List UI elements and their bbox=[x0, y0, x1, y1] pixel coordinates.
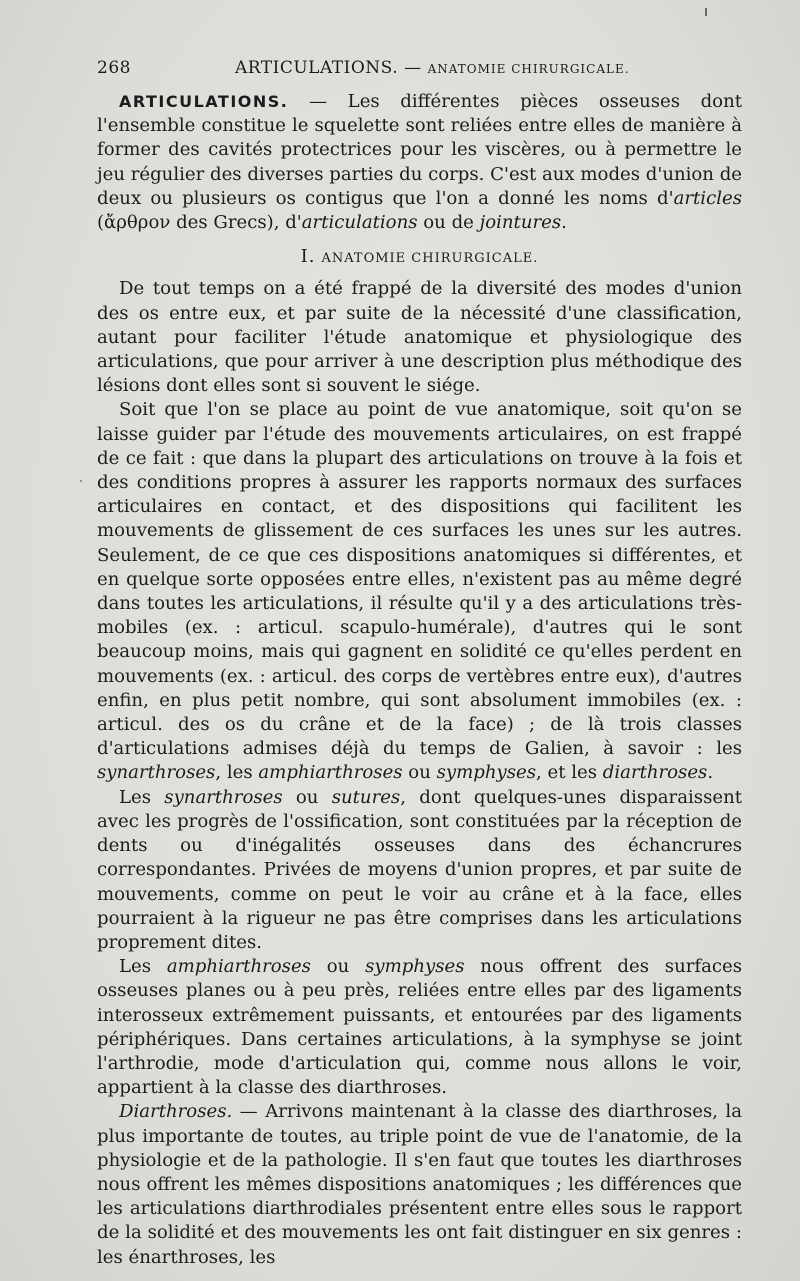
term-symphyses: symphyses bbox=[436, 762, 537, 784]
term-synarthroses: synarthroses bbox=[97, 762, 216, 784]
term-articles: articles bbox=[673, 187, 742, 209]
term-diarthroses: diarthroses bbox=[602, 762, 708, 784]
term-amphiarthroses: amphiarthroses bbox=[258, 762, 403, 784]
running-dash: — bbox=[404, 58, 422, 78]
running-head bbox=[235, 58, 630, 78]
paragraph-4: Les amphiarthroses ou symphyses nous offrent des surfaces osseuses planes ou à peu près, reliées entre elles par des ligaments interosseux extrêmement puissants, et entourées par des ligaments périphériques. Dans certaines articulations, à la symphyse se joint l'arthrodie, mode d'articulation qui, comme nous allons le voir, appartient à la classe des diarthroses. bbox=[97, 956, 742, 1099]
page-number: 268 bbox=[97, 58, 131, 78]
section-title: ANATOMIE CHIRURGICALE. bbox=[321, 251, 539, 267]
paragraph-1: De tout temps on a été frappé de la diversité des modes d'union des os entre eux, et par suite de la nécessité d'une classification, autant pour faciliter l'étude anatomique et physiologique des articulations, que pour arriver à une description plus méthodique des lésions dont elles sont si souvent le siége. bbox=[97, 278, 742, 397]
paragraph-5: Diarthroses. — Arrivons maintenant à la classe des diarthroses, la plus importante de toutes, au triple point de vue de l'anatomie, de la physiologie et de la pathologie. Il s'en faut que toutes les diarthroses nous offrent les mêmes dispositions anatomiques ; les différences que les articulations diarthrodiales présentent entre elles sous le rapport de la solidité et des mouvements les ont fait distinguer en six genres : les énarthroses, les bbox=[97, 1101, 742, 1268]
paragraph-3: Les synarthroses ou sutures, dont quelques-unes disparaissent avec les progrès de l'ossification, sont constituées par la réception de dents ou d'inégalités osseuses dans des échancrures correspondantes. Privées de moyens d'union propres, et par suite de mouvements, comme on peut le voir au crâne et à la face, elles pourraient à la rigueur ne pas être comprises dans les articulations proprement dites. bbox=[97, 786, 742, 953]
section-number: I. bbox=[300, 246, 316, 268]
term-symphyses-2: symphyses bbox=[365, 956, 465, 978]
subheading-diarthroses: Diarthroses. bbox=[119, 1101, 233, 1123]
page-header bbox=[97, 58, 742, 84]
running-title: ARTICULATIONS. bbox=[235, 58, 399, 78]
term-amphiarthroses-2: amphiarthroses bbox=[166, 956, 311, 978]
intro-paragraph: ARTICULATIONS. — Les différentes pièces osseuses dont l'ensemble constitue le squelette sont reliées entre elles de manière à former des cavités protectrices pour les viscères, ou à permettre le jeu régulier des diverses parties du corps. C'est aux modes d'union de deux ou plusieurs os contigus que l'on a donné les noms d'articles (ἄρθρον des Grecs), d'articulations ou de jointures. bbox=[97, 91, 743, 234]
term-sutures: sutures bbox=[331, 786, 401, 808]
pencil-mark bbox=[705, 8, 707, 16]
paper-speck bbox=[80, 480, 82, 482]
entry-heading: ARTICULATIONS. bbox=[119, 92, 289, 111]
running-subtitle: ANATOMIE CHIRURGICALE. bbox=[427, 62, 630, 76]
paragraph-2: Soit que l'on se place au point de vue anatomique, soit qu'on se laisse guider par l'étude des mouvements articulaires, on est frappé de ce fait : que dans la plupart des articulations on trouve à la fois et des conditions propres à assurer les rapports normaux des surfaces articulaires en contact, et des dispositions qui facilitent les mouvements de glissement de ces surfaces les unes sur les autres. Seulement, de ce que ces dispositions anatomiques si différentes, et en quelque sorte opposées entre elles, n'existent pas au même degré dans toutes les articulations, il résulte qu'il y a des articulations très-mobiles (ex. : articul. scapulo-humérale), d'autres qui le sont beaucoup moins, mais qui gagnent en solidité ce qu'elles perdent en mouvements (ex. : articul. des corps de vertèbres entre eux), d'autres enfin, en plus petit nombre, qui sont absolument immobiles (ex. : articul. des os du crâne et de la face) ; de là trois classes d'articulations admises déjà du temps de Galien, à savoir : les synarthroses, les amphiarthroses ou symphyses, et les diarthroses. bbox=[97, 399, 742, 784]
term-jointures: jointures bbox=[479, 212, 562, 234]
section-heading bbox=[97, 245, 742, 271]
term-articulations: articulations bbox=[301, 212, 418, 234]
page-body bbox=[97, 90, 742, 1270]
term-synarthroses-2: synarthroses bbox=[164, 786, 283, 808]
